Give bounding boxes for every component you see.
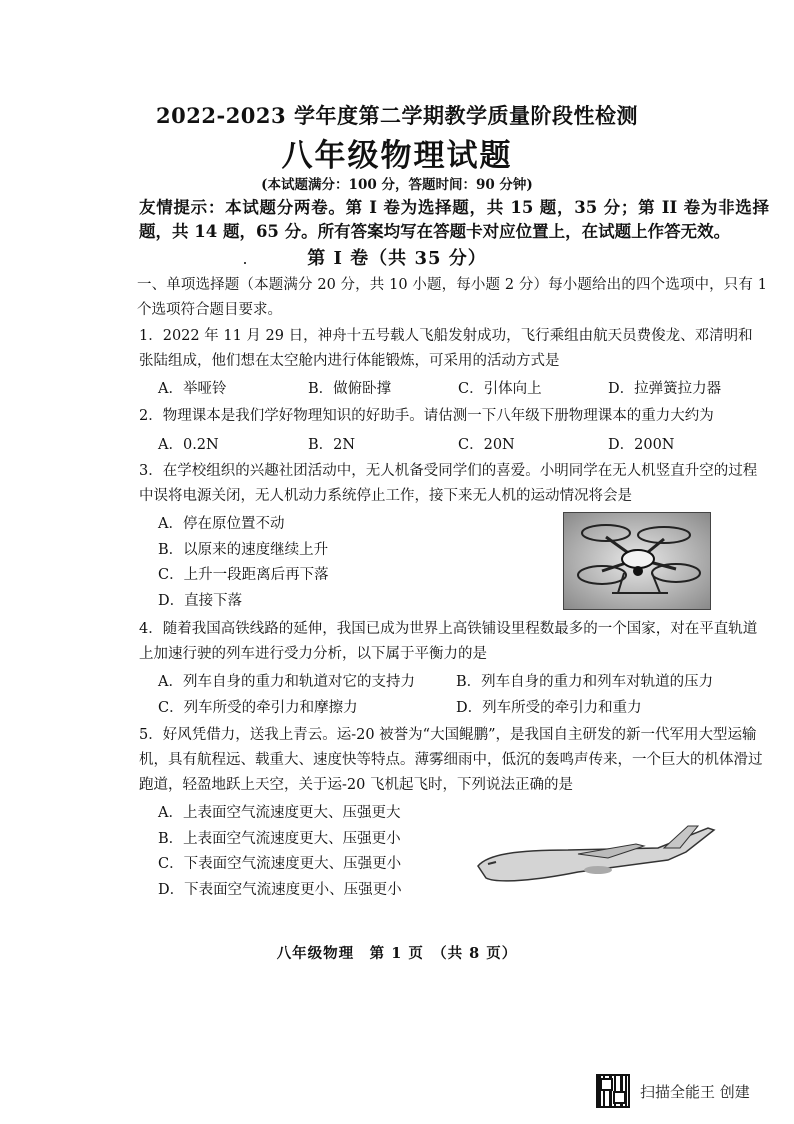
drone-illustration: [564, 513, 710, 609]
friendly-tip: 友情提示：本试题分两卷。第 I 卷为选择题，共 15 题，35 分；第 II 卷为非选择题，共 14 题，65 分。所有答案均写在答题卡对应位置上，在试题上作答无效。: [139, 198, 769, 241]
question-2-option-c: C．20N: [458, 437, 515, 453]
airplane-illustration: [458, 814, 718, 904]
question-5-option-a: A．上表面空气流速度更大、压强更大: [158, 805, 401, 821]
drone-image: [563, 512, 711, 610]
question-2-option-a: A．0.2N: [158, 437, 219, 453]
question-2-options: [158, 433, 768, 457]
question-2-option-d: D．200N: [608, 437, 675, 453]
question-1-options: [158, 377, 768, 401]
question-5-option-b: B．上表面空气流速度更大、压强更小: [158, 830, 401, 847]
question-3-options: [158, 512, 329, 614]
subject-title: 八年级物理试题: [281, 138, 513, 174]
question-1-option-b: B．做俯卧撑: [308, 381, 392, 397]
scanner-watermark: [596, 1072, 786, 1112]
exam-subtitle: (本试题满分：100 分，答题时间：90 分钟): [261, 177, 533, 193]
page-footer: 八年级物理 第 1 页 （共 8 页）: [276, 945, 518, 962]
question-1-option-a: A．举哑铃: [158, 381, 227, 397]
scanner-watermark-text: 扫描全能王 创建: [640, 1083, 750, 1101]
question-5-options: [158, 801, 402, 903]
airplane-image: [458, 814, 718, 904]
question-3-stem: 3．在学校组织的兴趣社团活动中，无人机备受同学们的喜爱。小明同学在无人机竖直升空的过程中误将电源关闭，无人机动力系统停止工作，接下来无人机的运动情况将会是: [139, 463, 758, 504]
exam-title: 2022-2023 学年度第二学期教学质量阶段性检测: [156, 103, 638, 128]
question-5-option-d: D．下表面空气流速度更小、压强更小: [158, 881, 402, 898]
question-2-stem: 2．物理课本是我们学好物理知识的好助手。请估测一下八年级下册物理课本的重力大约为: [139, 408, 714, 424]
question-3-option-a: A．停在原位置不动: [158, 516, 285, 532]
question-4-stem: 4．随着我国高铁线路的延伸，我国已成为世界上高铁铺设里程数最多的一个国家，对在平直轨道上加速行驶的列车进行受力分析，以下属于平衡力的是: [139, 621, 758, 662]
question-5-stem: 5．好风凭借力，送我上青云。运-20 被誉为“大国鲲鹏”，是我国自主研发的新一代军用大型运输机，具有航程远、载重大、速度快等特点。薄雾细雨中，低沉的轰鸣声传来，一个巨大的机体滑过跑道，轻盈地跃上天空，关于运-20 飞机起飞时，下列说法正确的是: [139, 727, 763, 793]
question-2-option-b: B．2N: [308, 437, 356, 453]
question-3-option-d: D．直接下落: [158, 592, 243, 609]
question-3-option-b: B．以原来的速度继续上升: [158, 541, 329, 558]
section-instruction: 一、单项选择题（本题满分 20 分，共 10 小题，每小题 2 分）每小题给出的四个选项中，只有 1 个选项符合题目要求。: [137, 277, 767, 318]
question-1-option-d: D．拉弹簧拉力器: [608, 381, 722, 397]
question-4-options-row2: [158, 696, 768, 720]
question-4-option-c: C．列车所受的牵引力和摩擦力: [158, 700, 358, 716]
question-4-option-d: D．列车所受的牵引力和重力: [456, 700, 642, 716]
question-4-option-a: A．列车自身的重力和轨道对它的支持力: [158, 674, 415, 690]
question-3-option-c: C．上升一段距离后再下落: [158, 567, 329, 583]
question-1-option-c: C．引体向上: [458, 381, 542, 397]
qr-code-icon: [596, 1074, 630, 1108]
question-5-option-c: C．下表面空气流速度更大、压强更小: [158, 856, 402, 872]
section-title: 第 I 卷（共 35 分）: [307, 248, 487, 269]
question-4-option-b: B．列车自身的重力和列车对轨道的压力: [456, 674, 714, 690]
question-4-options-row1: [158, 670, 768, 694]
question-1-stem: 1．2022 年 11 月 29 日，神舟十五号载人飞船发射成功，飞行乘组由航天员费俊龙、邓清明和张陆组成，他们想在太空舱内进行体能锻炼，可采用的活动方式是: [139, 328, 753, 369]
